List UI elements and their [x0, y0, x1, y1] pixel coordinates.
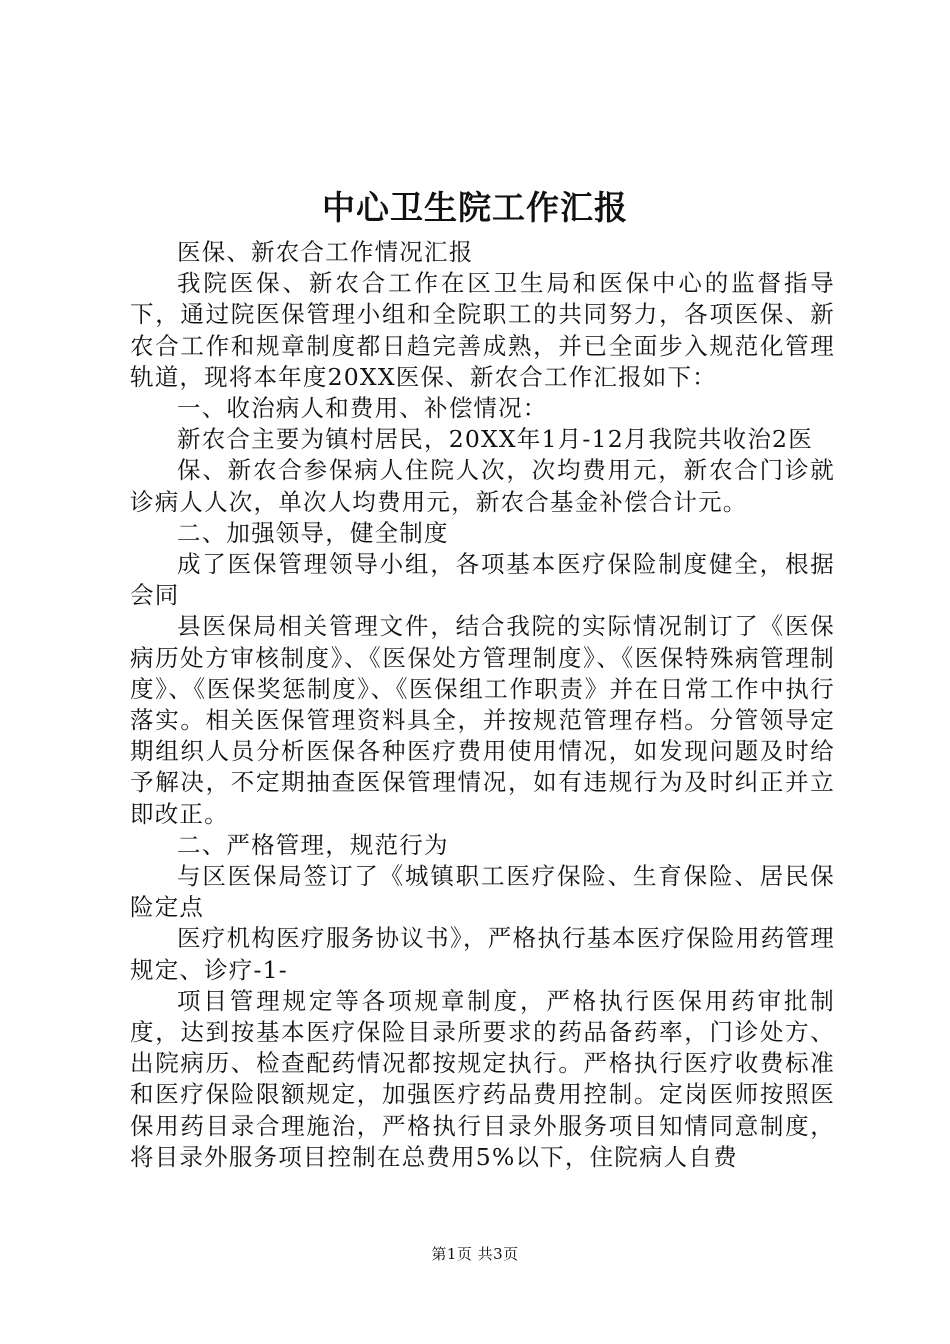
document-title: 中心卫生院工作汇报	[322, 188, 628, 227]
paragraph: 县医保局相关管理文件，结合我院的实际情况制订了《医保病历处方审核制度》、《医保处方管理制度》、《医保特殊病管理制度》、《医保奖惩制度》、《医保组工作职责》并在日常工作中执行落实。相关医保管理资料具全，并按规范管理存档。分管领导定期组织人员分析医保各种医疗费用使用情况，如发现问题及时给予解决，不定期抽查医保管理情况，如有违规行为及时纠正并立即改正。	[130, 612, 835, 828]
paragraph: 与区医保局签订了《城镇职工医疗保险、生育保险、居民保险定点	[130, 862, 835, 922]
paragraph: 保、新农合参保病人住院人次，次均费用元，新农合门诊就诊病人人次，单次人均费用元，新农合基金补偿合计元。	[130, 456, 835, 516]
paragraph: 新农合主要为镇村居民，20XX年1月-12月我院共收治2医	[177, 425, 813, 454]
paragraph: 项目管理规定等各项规章制度，严格执行医保用药审批制度，达到按基本医疗保险目录所要求的药品备药率，门诊处方、出院病历、检查配药情况都按规定执行。严格执行医疗收费标准和医疗保险限额规定，加强医疗药品费用控制。定岗医师按照医保用药目录合理施治，严格执行目录外服务项目知情同意制度，将目录外服务项目控制在总费用5%以下，住院病人自费	[130, 986, 835, 1171]
paragraph-subtitle: 医保、新农合工作情况汇报	[177, 238, 474, 266]
page-number-footer: 第1页 共3页	[431, 1245, 519, 1263]
paragraph: 成了医保管理领导小组，各项基本医疗保险制度健全，根据会同	[130, 550, 835, 610]
paragraph: 医疗机构医疗服务协议书》，严格执行基本医疗保险用药管理规定、诊疗-1-	[130, 924, 835, 984]
section-heading: 二、严格管理，规范行为	[177, 830, 449, 859]
paragraph: 我院医保、新农合工作在区卫生局和医保中心的监督指导下，通过院医保管理小组和全院职工的共同努力，各项医保、新农合工作和规章制度都日趋完善成熟，并已全面步入规范化管理轨道，现将本年度20XX医保、新农合工作汇报如下：	[130, 269, 835, 391]
section-heading: 一、收治病人和费用、补偿情况：	[177, 394, 548, 423]
section-heading: 二、加强领导，健全制度	[177, 518, 449, 547]
document-body	[130, 237, 835, 1173]
